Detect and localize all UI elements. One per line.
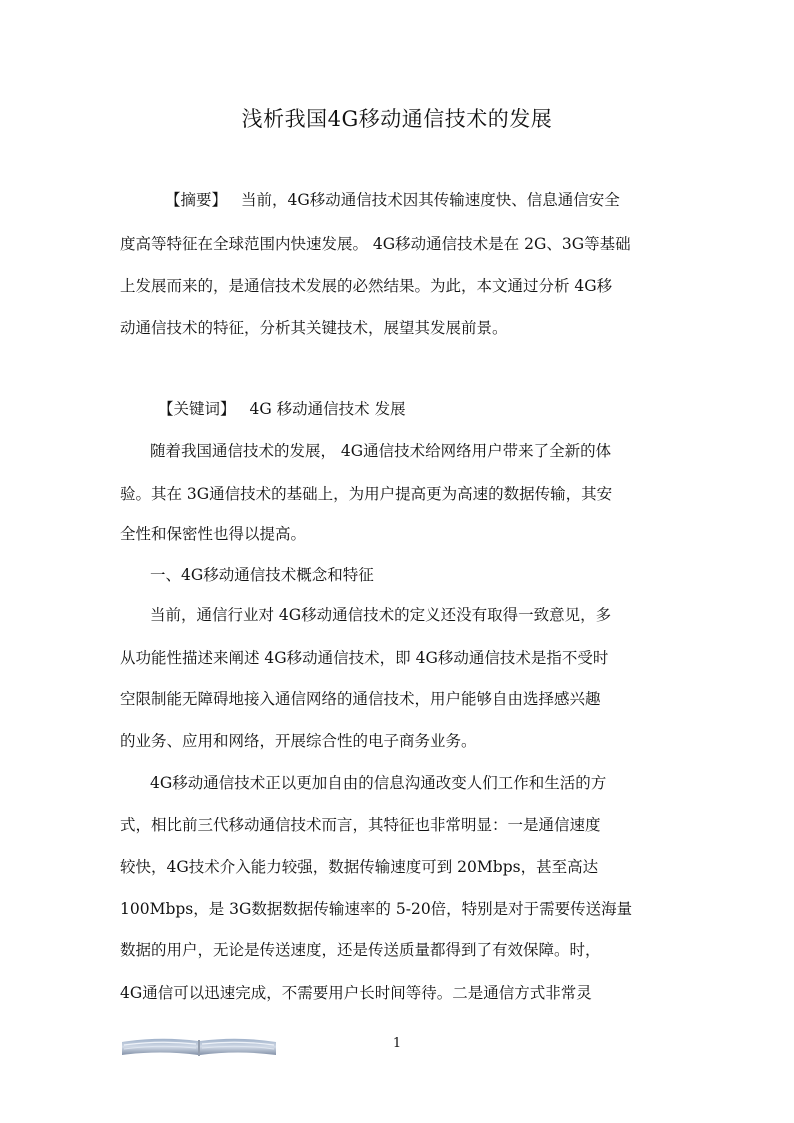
- abstract-line-1: [165, 187, 725, 213]
- page-number: 1: [392, 1036, 402, 1051]
- intro-line-3: 全性和保密性也得以提高。: [120, 525, 307, 543]
- keywords-text: 4G 移动通信技术 发展: [249, 400, 406, 418]
- para2-line-2: 式，相比前三代移动通信技术而言，其特征也非常明显：一是通信速度: [120, 816, 601, 834]
- document-title: 浅析我国4G移动通信技术的发展: [241, 107, 553, 131]
- section-heading: 一、4G移动通信技术概念和特征: [150, 566, 374, 584]
- abstract-line-2: 度高等特征在全球范围内快速发展。 4G移动通信技术是在 2G、3G等基础: [120, 235, 631, 253]
- para1-line-4: 的业务、应用和网络，开展综合性的电子商务业务。: [120, 732, 477, 750]
- para1-line-1: 当前，通信行业对 4G移动通信技术的定义还没有取得一致意见，多: [150, 606, 612, 624]
- para2-line-3: 较快，4G技术介入能力较强，数据传输速度可到 20Mbps，甚至高达: [120, 858, 599, 876]
- intro-line-1: 随着我国通信技术的发展， 4G通信技术给网络用户带来了全新的体: [150, 442, 612, 460]
- abstract-line-3: 上发展而来的，是通信技术发展的必然结果。为此，本文通过分析 4G移: [120, 277, 613, 295]
- para2-line-6: 4G通信可以迅速完成，不需要用户长时间等待。二是通信方式非常灵: [120, 984, 592, 1002]
- para2-line-4: 100Mbps，是 3G数据数据传输速率的 5-20倍，特别是对于需要传送海量: [120, 900, 633, 918]
- para2-line-1: 4G移动通信技术正以更加自由的信息沟通改变人们工作和生活的方: [150, 774, 607, 792]
- abstract-line-4: 动通信技术的特征，分析其关键技术，展望其发展前景。: [120, 319, 508, 337]
- para1-line-3: 空限制能无障碍地接入通信网络的通信技术，用户能够自由选择感兴趣: [120, 690, 601, 708]
- open-book-icon: [120, 1036, 278, 1058]
- intro-line-2: 验。其在 3G通信技术的基础上，为用户提高更为高速的数据传输，其安: [120, 485, 613, 503]
- keywords-line: [158, 396, 718, 422]
- abstract-text: 当前，4G移动通信技术因其传输速度快、信息通信安全: [241, 191, 620, 209]
- para2-line-5: 数据的用户，无论是传送速度，还是传送质量都得到了有效保障。时，: [120, 941, 601, 959]
- keywords-label: 【关键词】: [158, 400, 236, 418]
- para1-line-2: 从功能性描述来阐述 4G移动通信技术，即 4G移动通信技术是指不受时: [120, 649, 609, 667]
- abstract-label: 【摘要】: [165, 191, 228, 209]
